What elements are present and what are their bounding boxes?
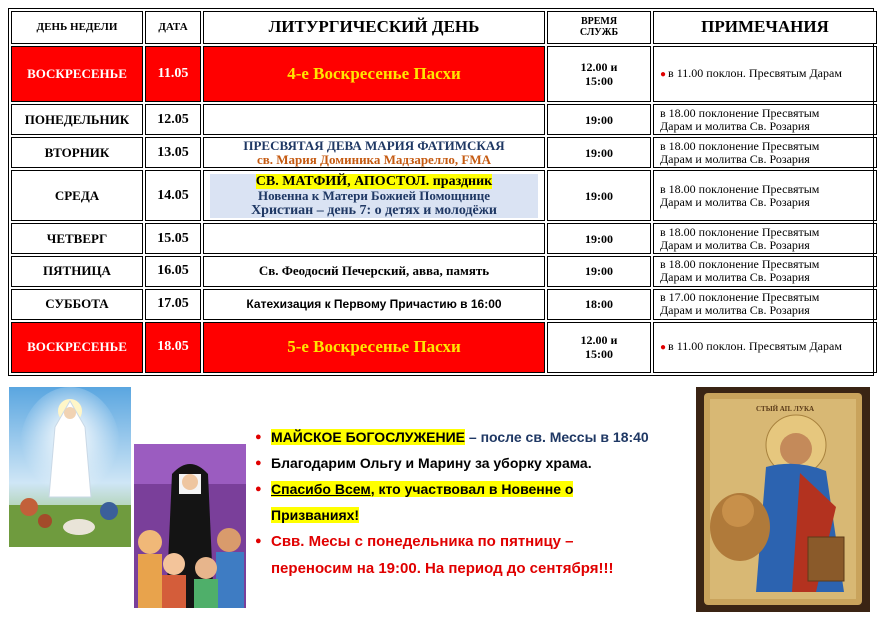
table-row <box>11 223 877 254</box>
announcement-highlight: МАЙСКОЕ БОГОСЛУЖЕНИЕ <box>271 429 465 445</box>
icon-caption: СТЫЙ АП. ЛУКА <box>756 405 815 413</box>
row-note-line1: в 11.00 поклон. Пресвятым Дарам <box>668 66 842 81</box>
row-date: 13.05 <box>145 137 201 168</box>
row-liturgical-day <box>203 137 545 168</box>
row-time-line2: 15:00 <box>585 347 613 362</box>
row-note-line1: в 18.00 поклонение Пресвятым <box>660 105 820 120</box>
announcement-highlight: Спасибо Всем <box>271 481 371 497</box>
table-row <box>11 256 877 287</box>
row-lit-line2: Новенна к Матери Божией Помощнице <box>257 187 491 203</box>
red-bullet-icon: ● <box>660 69 667 81</box>
header-service-time <box>547 11 651 44</box>
row-time: 19:00 <box>547 170 651 221</box>
announcement-text-line2: Призваниях! <box>271 507 360 523</box>
row-day: СУББОТА <box>11 289 143 320</box>
row-time-line1: 12.00 и <box>580 60 618 75</box>
row-time <box>547 46 651 102</box>
row-time: 19:00 <box>547 137 651 168</box>
row-day: ЧЕТВЕРГ <box>11 223 143 254</box>
saint-apostle-icon-image <box>696 387 870 612</box>
header-day: ДЕНЬ НЕДЕЛИ <box>11 11 143 44</box>
row-date: 17.05 <box>145 289 201 320</box>
red-bullet-icon: ● <box>660 342 667 354</box>
row-note-line1: в 18.00 поклонение Пресвятым <box>660 138 820 153</box>
row-liturgical-day <box>203 223 545 254</box>
row-time: 19:00 <box>547 223 651 254</box>
row-lit-line2: св. Мария Доминика Мадзарелло, FMA <box>256 151 492 167</box>
row-lit-line1: ПРЕСВЯТАЯ ДЕВА МАРИЯ ФАТИМСКАЯ <box>243 137 505 153</box>
row-liturgical-day: 4-е Воскресенье Пасхи <box>203 46 545 102</box>
row-date: 12.05 <box>145 104 201 135</box>
row-date: 16.05 <box>145 256 201 287</box>
row-time: 19:00 <box>547 104 651 135</box>
row-liturgical-day: Св. Феодосий Печерский, авва, память <box>203 256 545 287</box>
novena-block <box>210 174 538 218</box>
header-date: ДАТА <box>145 11 201 44</box>
row-note-line2: Дарам и молитва Св. Розария <box>660 270 810 285</box>
announcement-text: – после св. Мессы в 18:40 <box>465 429 649 445</box>
row-note <box>653 289 877 320</box>
announcement-text: , кто участвовал в Новенне о <box>370 481 574 497</box>
row-day: ВОСКРЕСЕНЬЕ <box>11 322 143 373</box>
announcement-text: Благодарим Ольгу и Марину за уборку храма. <box>271 455 592 471</box>
header-liturgical-day: ЛИТУРГИЧЕСКИЙ ДЕНЬ <box>203 11 545 44</box>
fatima-apparition-image <box>9 387 131 547</box>
row-note-line2: Дарам и молитва Св. Розария <box>660 194 810 209</box>
table-row <box>11 289 877 320</box>
row-note-line1: в 18.00 поклонение Пресвятым <box>660 257 820 272</box>
table-row <box>11 170 877 221</box>
row-note <box>653 137 877 168</box>
row-date: 15.05 <box>145 223 201 254</box>
row-time: 19:00 <box>547 256 651 287</box>
announcement-text-line2: переносим на 19:00. На период до сентября!!! <box>271 560 614 577</box>
red-bullet-icon: ● <box>255 483 262 495</box>
red-bullet-icon: ● <box>255 431 262 443</box>
row-time-line1: 12.00 и <box>580 333 618 348</box>
announcements-list <box>255 424 685 582</box>
table-header-row <box>11 11 877 44</box>
row-date: 18.05 <box>145 322 201 373</box>
row-note-line2: Дарам и молитва Св. Розария <box>660 151 810 166</box>
row-date: 14.05 <box>145 170 201 221</box>
row-lit-line1: СВ. МАТФИЙ, АПОСТОЛ. праздник <box>255 173 493 189</box>
red-bullet-icon: ● <box>255 457 262 469</box>
saint-maria-domenica-image <box>134 444 246 608</box>
header-time-line2: СЛУЖБ <box>579 27 619 39</box>
announcement-thanks-novena <box>255 476 685 528</box>
row-note-line2: Дарам и молитва Св. Розария <box>660 303 810 318</box>
row-liturgical-day: Катехизация к Первому Причастию в 16:00 <box>203 289 545 320</box>
row-note-line1: в 17.00 поклонение Пресвятым <box>660 290 820 305</box>
header-time-line1: ВРЕМЯ <box>580 16 618 28</box>
row-day: ПОНЕДЕЛЬНИК <box>11 104 143 135</box>
table-row <box>11 104 877 135</box>
row-day: ВОСКРЕСЕНЬЕ <box>11 46 143 102</box>
announcement-mass-time-change <box>255 528 685 582</box>
schedule-table <box>8 8 874 376</box>
row-liturgical-day <box>203 104 545 135</box>
announcement-text: Свв. Месы с понедельника по пятницу – <box>271 533 574 550</box>
row-note <box>653 322 877 373</box>
table-row <box>11 137 877 168</box>
row-note-line1: в 11.00 поклон. Пресвятым Дарам <box>668 339 842 354</box>
row-time-line2: 15:00 <box>585 74 613 89</box>
row-note-line1: в 18.00 поклонение Пресвятым <box>660 224 820 239</box>
row-lit-line3: Христиан – день 7: о детях и молодёжи <box>251 202 497 218</box>
row-date: 11.05 <box>145 46 201 102</box>
row-day: ПЯТНИЦА <box>11 256 143 287</box>
row-note <box>653 256 877 287</box>
row-day: ВТОРНИК <box>11 137 143 168</box>
row-note <box>653 170 877 221</box>
row-note-line2: Дарам и молитва Св. Розария <box>660 237 810 252</box>
announcement-may-service <box>255 424 685 450</box>
row-day: СРЕДА <box>11 170 143 221</box>
announcement-thanks-cleaning <box>255 450 685 476</box>
row-time <box>547 322 651 373</box>
row-note <box>653 223 877 254</box>
table-row <box>11 46 877 102</box>
row-note-line2: Дарам и молитва Св. Розария <box>660 118 810 133</box>
row-note <box>653 104 877 135</box>
row-note-line1: в 18.00 поклонение Пресвятым <box>660 181 820 196</box>
row-note <box>653 46 877 102</box>
row-liturgical-day: 5-е Воскресенье Пасхи <box>203 322 545 373</box>
red-bullet-icon: ● <box>255 535 262 547</box>
row-liturgical-day <box>203 170 545 221</box>
table-row <box>11 322 877 373</box>
row-time: 18:00 <box>547 289 651 320</box>
header-notes: ПРИМЕЧАНИЯ <box>653 11 877 44</box>
